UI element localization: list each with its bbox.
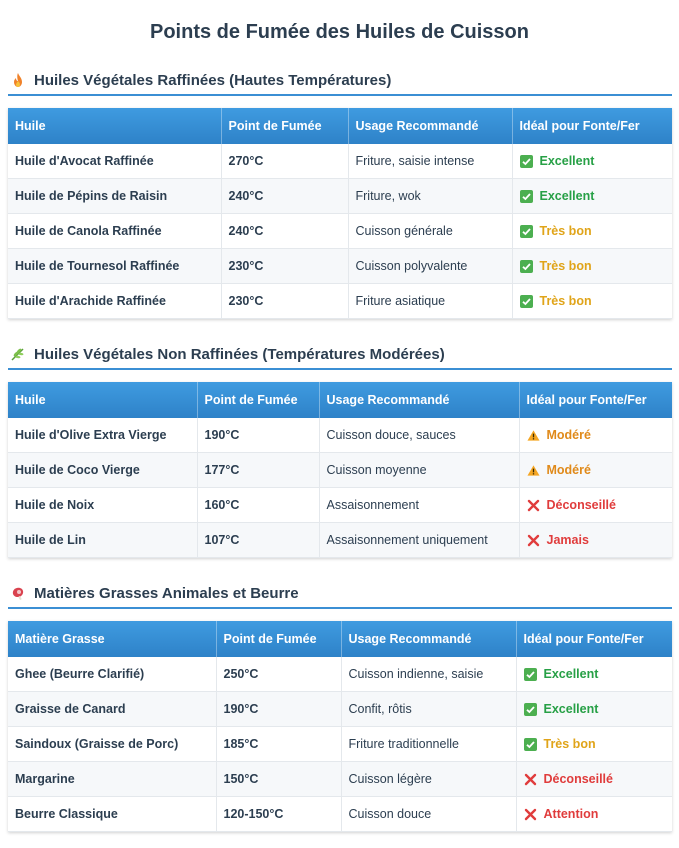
smoke-point-table	[8, 108, 672, 319]
cast-iron-suitability	[516, 692, 672, 727]
table-row	[8, 179, 672, 214]
cross-icon	[527, 499, 540, 512]
status-label: Attention	[543, 807, 599, 821]
section-heading-text: Huiles Végétales Non Raffinées (Températures Modérées)	[34, 345, 445, 363]
usage-value: Cuisson indienne, saisie	[341, 657, 516, 692]
fat-name: Huile de Noix	[8, 488, 197, 523]
check-icon	[520, 225, 533, 238]
smoke-point-value: 107°C	[197, 523, 319, 558]
table-row	[8, 453, 672, 488]
herb-icon	[10, 346, 26, 362]
column-header-name: Huile	[8, 382, 197, 418]
section-heading-text: Huiles Végétales Raffinées (Hautes Températures)	[34, 71, 392, 89]
fat-name: Huile de Canola Raffinée	[8, 214, 221, 249]
column-header-usage: Usage Recommandé	[341, 621, 516, 657]
table-row	[8, 797, 672, 832]
section-heading	[8, 340, 672, 370]
cast-iron-suitability	[512, 249, 672, 284]
column-header-cast-iron: Idéal pour Fonte/Fer	[519, 382, 672, 418]
usage-value: Friture, saisie intense	[348, 144, 512, 179]
section-unrefined-oils	[8, 340, 672, 558]
smoke-point-table	[8, 382, 672, 558]
fat-name: Huile d'Avocat Raffinée	[8, 144, 221, 179]
table-row	[8, 488, 672, 523]
column-header-smoke-point: Point de Fumée	[221, 108, 348, 144]
cast-iron-suitability	[516, 797, 672, 832]
fat-name: Huile d'Arachide Raffinée	[8, 284, 221, 319]
check-icon	[520, 190, 533, 203]
column-header-usage: Usage Recommandé	[348, 108, 512, 144]
cast-iron-suitability	[519, 488, 672, 523]
cast-iron-suitability	[516, 762, 672, 797]
cast-iron-suitability	[512, 144, 672, 179]
fat-name: Ghee (Beurre Clarifié)	[8, 657, 216, 692]
table-row	[8, 144, 672, 179]
usage-value: Assaisonnement uniquement	[319, 523, 519, 558]
status-label: Modéré	[546, 463, 591, 477]
table-row	[8, 657, 672, 692]
cross-icon	[524, 808, 537, 821]
fat-name: Graisse de Canard	[8, 692, 216, 727]
status-label: Très bon	[539, 259, 592, 273]
status-label: Très bon	[543, 737, 596, 751]
page-title: Points de Fumée des Huiles de Cuisson	[150, 21, 529, 43]
usage-value: Cuisson polyvalente	[348, 249, 512, 284]
table-row	[8, 523, 672, 558]
status-label: Très bon	[539, 294, 592, 308]
smoke-point-table	[8, 621, 672, 832]
usage-value: Cuisson légère	[341, 762, 516, 797]
flame-icon	[10, 72, 26, 88]
usage-value: Confit, rôtis	[341, 692, 516, 727]
smoke-point-value: 185°C	[216, 727, 341, 762]
cast-iron-suitability	[519, 453, 672, 488]
table-row	[8, 762, 672, 797]
section-heading-text: Matières Grasses Animales et Beurre	[34, 584, 299, 602]
status-label: Excellent	[543, 702, 599, 716]
cast-iron-suitability	[512, 284, 672, 319]
smoke-point-value: 190°C	[216, 692, 341, 727]
cast-iron-suitability	[512, 179, 672, 214]
usage-value: Cuisson douce	[341, 797, 516, 832]
section-refined-oils	[8, 66, 672, 319]
status-label: Excellent	[539, 154, 595, 168]
section-heading	[8, 579, 672, 609]
smoke-point-value: 270°C	[221, 144, 348, 179]
table-row	[8, 418, 672, 453]
status-label: Excellent	[543, 667, 599, 681]
smoke-point-value: 160°C	[197, 488, 319, 523]
cast-iron-suitability	[519, 418, 672, 453]
table-row	[8, 214, 672, 249]
section-animal-fats	[8, 579, 672, 832]
fat-name: Saindoux (Graisse de Porc)	[8, 727, 216, 762]
check-icon	[524, 738, 537, 751]
warning-icon	[527, 464, 540, 477]
smoke-point-value: 250°C	[216, 657, 341, 692]
check-icon	[520, 155, 533, 168]
smoke-point-value: 240°C	[221, 179, 348, 214]
usage-value: Friture, wok	[348, 179, 512, 214]
cross-icon	[524, 773, 537, 786]
check-icon	[520, 260, 533, 273]
fat-name: Huile d'Olive Extra Vierge	[8, 418, 197, 453]
column-header-cast-iron: Idéal pour Fonte/Fer	[512, 108, 672, 144]
smoke-point-value: 230°C	[221, 284, 348, 319]
fat-name: Huile de Tournesol Raffinée	[8, 249, 221, 284]
status-label: Déconseillé	[543, 772, 613, 786]
warning-icon	[527, 429, 540, 442]
usage-value: Friture traditionnelle	[341, 727, 516, 762]
section-heading	[8, 66, 672, 96]
fat-name: Huile de Lin	[8, 523, 197, 558]
smoke-point-value: 150°C	[216, 762, 341, 797]
cast-iron-suitability	[516, 727, 672, 762]
status-label: Excellent	[539, 189, 595, 203]
cross-icon	[527, 534, 540, 547]
smoke-point-value: 120-150°C	[216, 797, 341, 832]
column-header-smoke-point: Point de Fumée	[216, 621, 341, 657]
smoke-point-value: 240°C	[221, 214, 348, 249]
cast-iron-suitability	[516, 657, 672, 692]
check-icon	[520, 295, 533, 308]
fat-name: Beurre Classique	[8, 797, 216, 832]
smoke-point-value: 190°C	[197, 418, 319, 453]
fat-name: Huile de Coco Vierge	[8, 453, 197, 488]
meat-icon	[10, 585, 26, 601]
check-icon	[524, 703, 537, 716]
usage-value: Assaisonnement	[319, 488, 519, 523]
usage-value: Cuisson générale	[348, 214, 512, 249]
column-header-cast-iron: Idéal pour Fonte/Fer	[516, 621, 672, 657]
smoke-point-value: 230°C	[221, 249, 348, 284]
column-header-name: Huile	[8, 108, 221, 144]
status-label: Jamais	[546, 533, 589, 547]
table-row	[8, 249, 672, 284]
table-row	[8, 284, 672, 319]
table-row	[8, 727, 672, 762]
smoke-point-value: 177°C	[197, 453, 319, 488]
status-label: Modéré	[546, 428, 591, 442]
column-header-name: Matière Grasse	[8, 621, 216, 657]
column-header-usage: Usage Recommandé	[319, 382, 519, 418]
check-icon	[524, 668, 537, 681]
fat-name: Huile de Pépins de Raisin	[8, 179, 221, 214]
cast-iron-suitability	[512, 214, 672, 249]
cast-iron-suitability	[519, 523, 672, 558]
status-label: Déconseillé	[546, 498, 616, 512]
usage-value: Cuisson douce, sauces	[319, 418, 519, 453]
usage-value: Cuisson moyenne	[319, 453, 519, 488]
column-header-smoke-point: Point de Fumée	[197, 382, 319, 418]
table-row	[8, 692, 672, 727]
fat-name: Margarine	[8, 762, 216, 797]
usage-value: Friture asiatique	[348, 284, 512, 319]
status-label: Très bon	[539, 224, 592, 238]
